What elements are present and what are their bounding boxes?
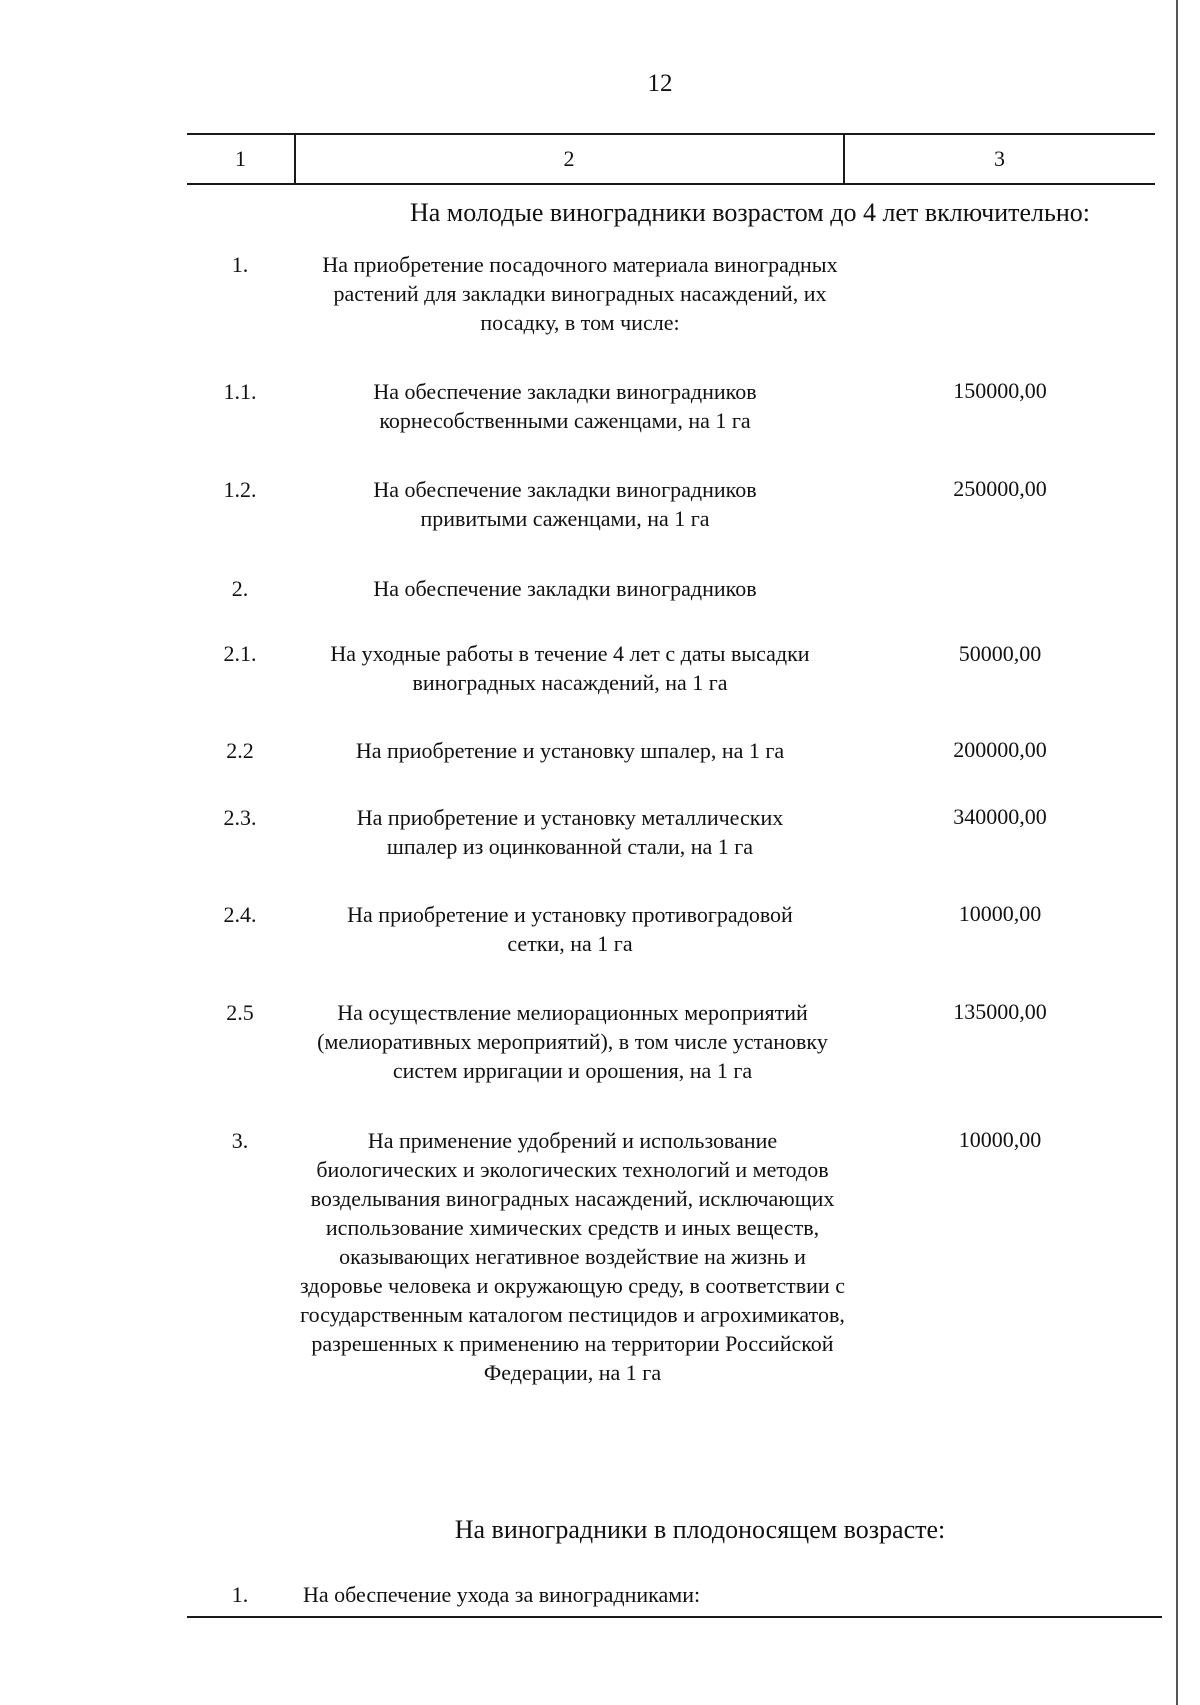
- header-col3: 3: [994, 146, 1005, 171]
- row-description: На уходные работы в течение 4 лет с даты высадки виноградных насаждений, на 1 га: [330, 641, 810, 695]
- row-number: 1.2.: [223, 477, 257, 502]
- page-edge-line: [1176, 0, 1178, 1705]
- row-number: 1.: [231, 1582, 249, 1607]
- row-number: 1.1.: [223, 379, 257, 404]
- section-title-fruit: На виноградники в плодоносящем возрасте:: [454, 1515, 946, 1544]
- row-description: На осуществление мелиорационных мероприятий (мелиоративных мероприятий), в том числе установку систем ирригации и орошения, на 1 га: [317, 1000, 828, 1083]
- header-top-rule: [187, 133, 1155, 135]
- row-number: 2.1.: [223, 641, 257, 666]
- row-number: 2.5: [226, 1000, 254, 1025]
- row-number: 2.2: [226, 738, 254, 763]
- row-amount: 10000,00: [958, 1127, 1042, 1152]
- row-number: 3.: [231, 1128, 249, 1153]
- row-number: 2.3.: [223, 805, 257, 830]
- row-description: На обеспечение ухода за виноградниками:: [303, 1582, 701, 1607]
- row-description: На обеспечение закладки виноградников привитыми саженцами, на 1 га: [373, 477, 757, 531]
- table-bottom-rule: [187, 1616, 1162, 1618]
- row-amount: 50000,00: [958, 641, 1042, 666]
- section-title-young: На молодые виноградники возрастом до 4 лет включительно:: [409, 198, 1090, 227]
- row-description: На приобретение посадочного материала виноградных растений для закладки виноградных насаждений, их посадку, в том числе:: [322, 252, 838, 335]
- header-col1: 1: [235, 146, 246, 171]
- row-amount: 200000,00: [953, 737, 1047, 762]
- row-description: На приобретение и установку шпалер, на 1 га: [355, 738, 785, 763]
- row-amount: 10000,00: [958, 901, 1042, 926]
- row-number: 1.: [231, 252, 249, 277]
- row-amount: 250000,00: [953, 476, 1047, 501]
- row-description: На приобретение и установку противоградовой сетки, на 1 га: [347, 902, 793, 956]
- row-amount: 150000,00: [953, 378, 1047, 403]
- row-number: 2.4.: [223, 902, 257, 927]
- row-amount: 135000,00: [953, 999, 1047, 1024]
- row-number: 2.: [231, 576, 249, 601]
- page-number: 12: [647, 70, 673, 97]
- row-description: На применение удобрений и использование биологических и экологических технологий и методов возделывания виноградных насаждений, исключающих использование химических средств и иных веществ, оказывающих негативное воздействие на жизнь и здоровье человека и окружающую среду, в соответствии с государственным каталогом пестицидов и агрохимикатов, разрешенных к применению на территории Российской Федерации, на 1 га: [300, 1128, 845, 1385]
- row-description: На приобретение и установку металлических шпалер из оцинкованной стали, на 1 га: [356, 805, 784, 859]
- row-description: На обеспечение закладки виноградников: [373, 576, 757, 601]
- header-bottom-rule: [187, 183, 1155, 185]
- row-description: На обеспечение закладки виноградников корнесобственными саженцами, на 1 га: [373, 379, 757, 433]
- row-amount: 340000,00: [953, 804, 1047, 829]
- header-col2: 2: [563, 146, 575, 171]
